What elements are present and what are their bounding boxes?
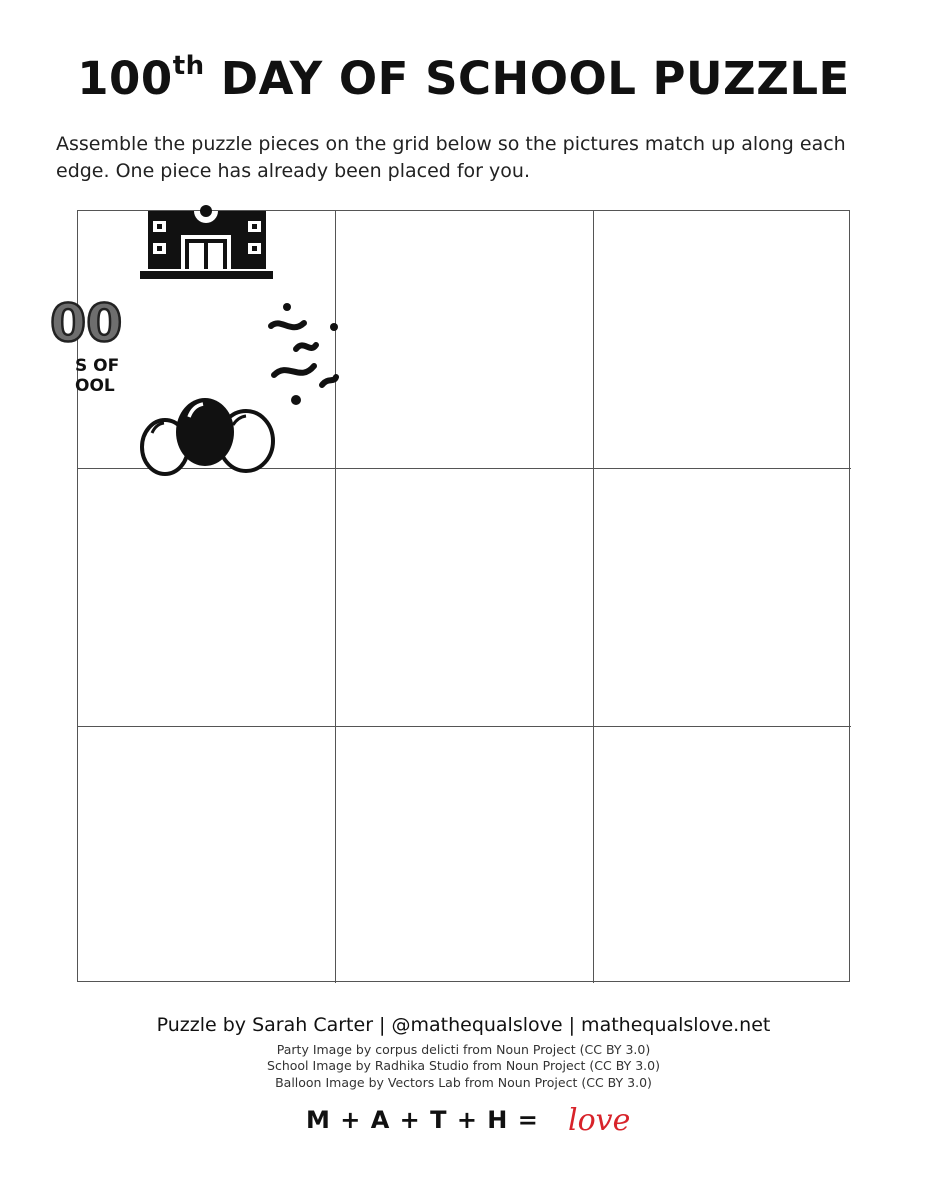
puzzle-cell-r2-c1[interactable] (78, 469, 336, 727)
puzzle-grid (50, 210, 850, 982)
balloons-icon (142, 398, 273, 474)
logo-math-text: M + A + T + H = (306, 1106, 539, 1134)
attribution-school-image: School Image by Radhika Studio from Noun Project (CC BY 3.0) (267, 1058, 660, 1073)
puzzle-cell-r1-c2[interactable] (336, 211, 594, 469)
instructions-text: Assemble the puzzle pieces on the grid below so the pictures match up along each edge. One piece has already been placed for you. (56, 133, 846, 182)
placed-puzzle-piece (50, 211, 336, 469)
puzzle-cell-r3-c3[interactable] (594, 727, 851, 983)
hundred-days-badge (50, 294, 122, 396)
badge-line-2: OOL (75, 376, 115, 396)
puzzle-cell-r3-c2[interactable] (336, 727, 594, 983)
page-title (0, 52, 927, 105)
school-building-icon (140, 205, 273, 279)
puzzle-cell-r1-c1[interactable] (50, 211, 336, 469)
title-superscript: th (172, 51, 205, 81)
badge-line-1: S OF (75, 356, 120, 376)
puzzle-cell-r2-c2[interactable] (336, 469, 594, 727)
author-credit: Puzzle by Sarah Carter | @mathequalslove | mathequalslove.net (156, 1014, 771, 1036)
badge-digits: 00 (50, 294, 123, 354)
puzzle-cell-r2-c3[interactable] (594, 469, 851, 727)
puzzle-cell-r1-c3[interactable] (594, 211, 851, 469)
logo-love-text: love (568, 1103, 631, 1138)
attribution-party-image: Party Image by corpus delicti from Noun Project (CC BY 3.0) (276, 1042, 651, 1057)
math-equals-love-logo (300, 1097, 630, 1141)
puzzle-cell-r3-c1[interactable] (78, 727, 336, 983)
title-text: DAY OF SCHOOL PUZZLE (204, 52, 850, 105)
attribution-balloon-image: Balloon Image by Vectors Lab from Noun Project (CC BY 3.0) (275, 1075, 652, 1090)
title-number: 100 (77, 52, 173, 105)
party-confetti-icon (271, 303, 338, 405)
